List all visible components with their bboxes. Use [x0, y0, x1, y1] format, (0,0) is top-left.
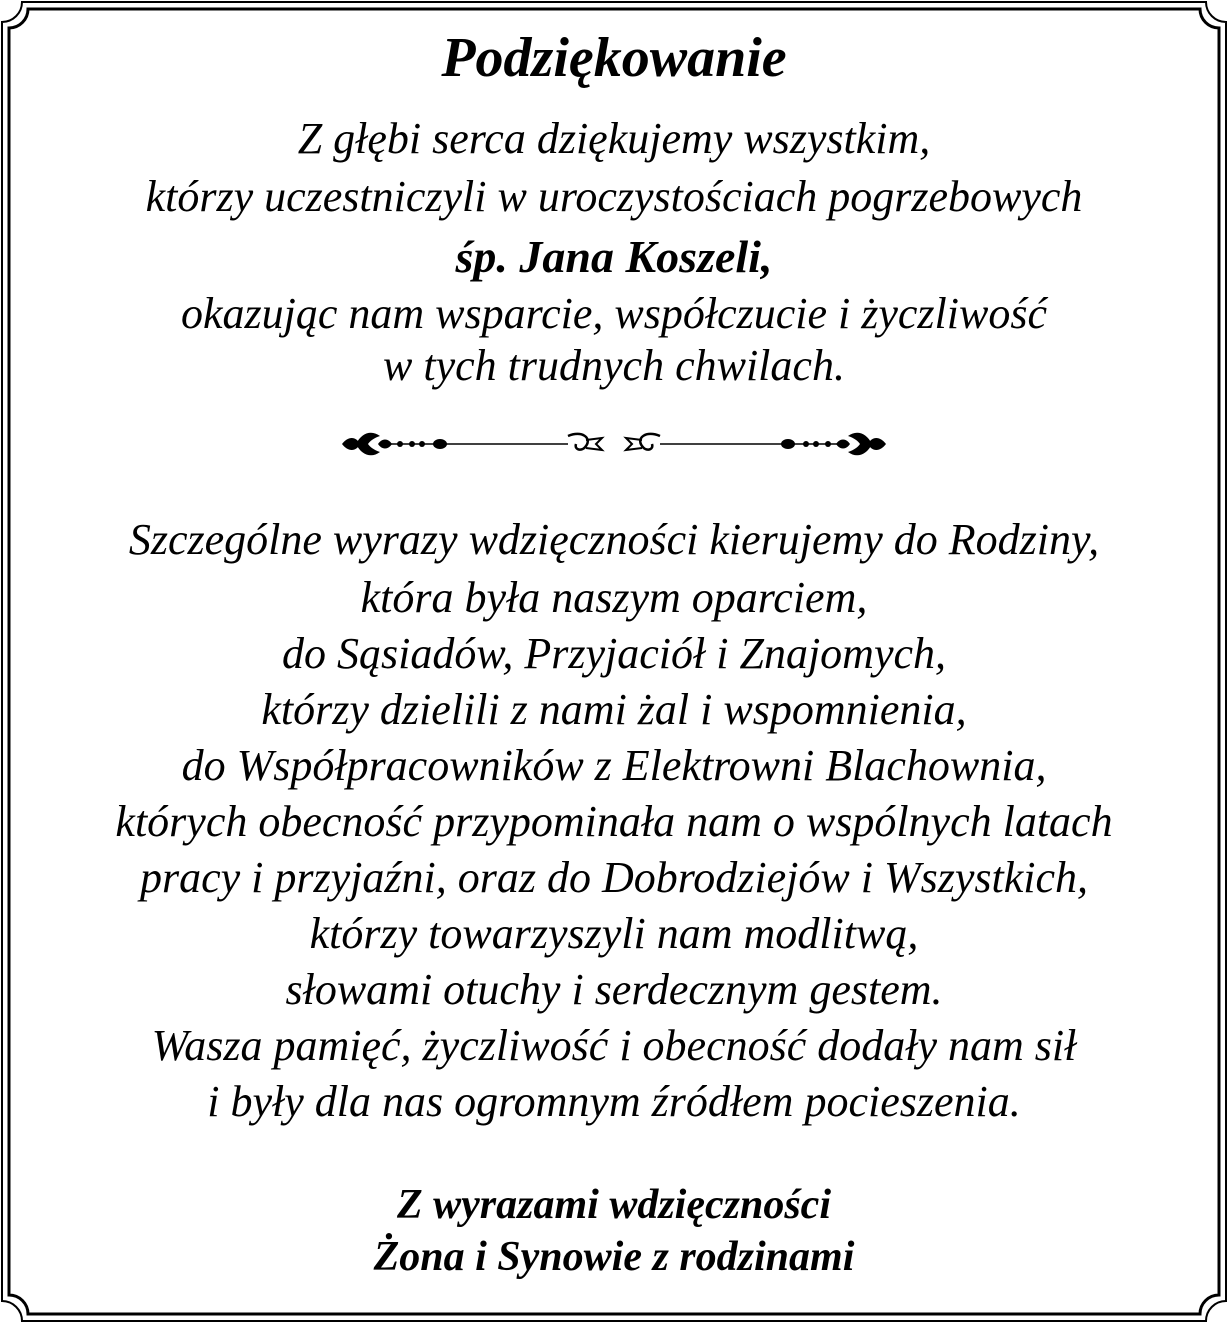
notice-title: Podziękowanie	[441, 27, 787, 89]
gratitude-line: Wasza pamięć, życzliwość i obecność dodały nam sił	[151, 1021, 1077, 1070]
intro-after-line: okazując nam wsparcie, współczucie i życzliwość	[180, 289, 1048, 338]
intro-line: Z głębi serca dziękujemy wszystkim,	[297, 114, 931, 163]
intro-line: którzy uczestniczyli w uroczystościach pogrzebowych	[145, 172, 1083, 221]
ornamental-divider-icon	[340, 424, 888, 464]
gratitude-line: pracy i przyjaźni, oraz do Dobrodziejów i Wszystkich,	[140, 853, 1088, 902]
gratitude-line: Szczególne wyrazy wdzięczności kierujemy do Rodziny,	[128, 515, 1100, 564]
signature-line: Żona i Synowie z rodzinami	[373, 1234, 855, 1280]
gratitude-line: do Sąsiadów, Przyjaciół i Znajomych,	[281, 629, 947, 678]
gratitude-line: która była naszym oparciem,	[360, 573, 868, 622]
gratitude-line: słowami otuchy i serdecznym gestem.	[285, 965, 943, 1014]
deceased-name: śp. Jana Koszeli,	[455, 231, 773, 282]
gratitude-line: do Współpracowników z Elektrowni Blachownia,	[181, 741, 1047, 790]
gratitude-line: którzy towarzyszyli nam modlitwą,	[309, 909, 919, 958]
gratitude-line: których obecność przypominała nam o wspólnych latach	[115, 797, 1113, 846]
intro-after-line: w tych trudnych chwilach.	[383, 341, 845, 390]
closing-line: Z wyrazami wdzięczności	[396, 1182, 831, 1228]
gratitude-line: którzy dzielili z nami żal i wspomnienia,	[261, 685, 967, 734]
gratitude-line: i były dla nas ogromnym źródłem pocieszenia.	[207, 1077, 1021, 1126]
